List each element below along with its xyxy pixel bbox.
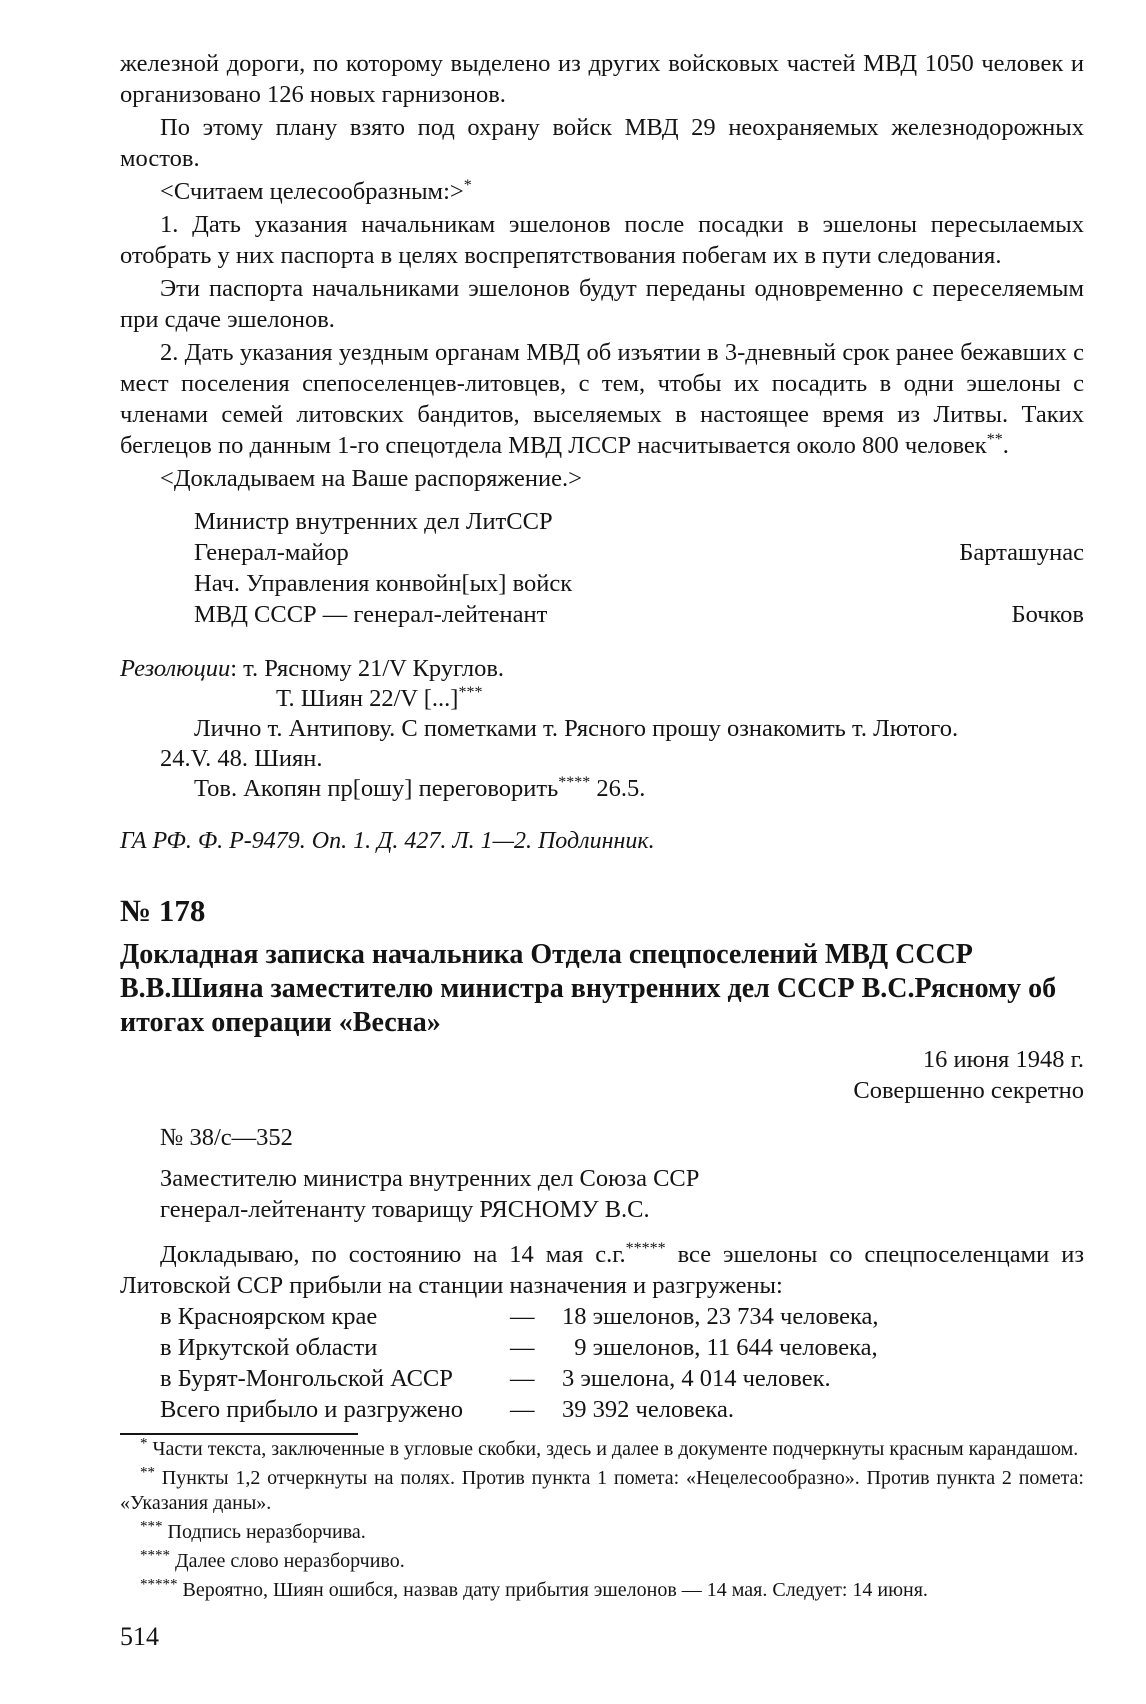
- footnote-mark: *: [463, 176, 472, 194]
- footnote-mark: *: [140, 1435, 148, 1452]
- resolutions-block: [120, 654, 1084, 804]
- archive-reference: ГА РФ. Ф. Р-9479. Оп. 1. Д. 427. Л. 1—2. Подлинник.: [120, 828, 655, 854]
- paragraph-railway: железной дороги, по которому выделено из других войсковых частей МВД 1050 человек и организовано 126 новых гарнизонов.: [120, 50, 1084, 108]
- footnote-4: [120, 1549, 1084, 1574]
- classification-stamp: Совершенно секретно: [853, 1077, 1084, 1104]
- list-item: [160, 1332, 1084, 1363]
- dash: —: [510, 1303, 535, 1330]
- resolution-kruglov: : т. Рясному 21/V Круглов.: [230, 655, 505, 682]
- total-value: 39 392 человека.: [562, 1396, 735, 1423]
- date-block: [120, 1044, 1084, 1106]
- dash: —: [510, 1334, 535, 1361]
- signature-rank: МВД СССР — генерал-лейтенант: [194, 601, 548, 628]
- footnote-mark: **: [986, 430, 1003, 448]
- total-label: Всего прибыло и разгружено: [160, 1396, 463, 1423]
- footnote-mark: ****: [140, 1547, 170, 1564]
- paragraph-point-2: [120, 337, 1084, 461]
- footnote-divider: [120, 1433, 358, 1435]
- signature-line-4: [194, 599, 1084, 630]
- signature-rank: Генерал-майор: [194, 539, 349, 566]
- resolution-date: 26.5.: [590, 775, 646, 802]
- region-value: 3 эшелона, 4 014 человек.: [562, 1365, 831, 1392]
- paragraph-proposal-heading: [120, 176, 1084, 207]
- document-date: 16 июня 1948 г.: [922, 1046, 1084, 1073]
- footnotes: [120, 1437, 1084, 1603]
- region-name: в Бурят-Монгольской АССР: [160, 1365, 453, 1392]
- resolution-line-3: Лично т. Антипову. С пометками т. Рясного прошу ознакомить т. Лютого.: [194, 715, 959, 742]
- signature-name-bochkov: Бочков: [1011, 601, 1084, 628]
- point-2-end: .: [1002, 432, 1009, 459]
- report-paragraph: [120, 1239, 1084, 1301]
- region-value: 9 эшелонов, 11 644 человека,: [562, 1334, 878, 1361]
- list-item: [160, 1301, 1084, 1332]
- paragraph-bridges: По этому плану взято под охрану войск МВД 29 неохраняемых железнодорожных мостов.: [120, 114, 1084, 172]
- footnote-3: [120, 1520, 1084, 1545]
- footnote-2: [120, 1466, 1084, 1516]
- signature-line-3: Нач. Управления конвойн[ых] войск: [194, 570, 573, 597]
- distribution-list: [120, 1301, 1084, 1425]
- footnote-mark: ***: [458, 683, 483, 701]
- paragraph-report-request: <Докладываем на Ваше распоряжение.>: [160, 465, 582, 492]
- signature-line-2: [194, 537, 1084, 568]
- footnote-text: Вероятно, Шиян ошибся, назвав дату прибытия эшелонов — 14 мая. Следует: 14 июня.: [177, 1579, 928, 1601]
- report-text: Докладываю, по состоянию на 14 мая с.г.: [160, 1241, 626, 1268]
- addressee-line-1: Заместителю министра внутренних дел Союза ССР: [160, 1165, 700, 1192]
- resolution-line-2: [120, 684, 1084, 714]
- footnote-text: Пункты 1,2 отчеркнуты на полях. Против пункта 1 помета: «Нецелесообразно». Против пункта 2 помета: «Указания даны».: [120, 1467, 1084, 1514]
- document-title: Докладная записка начальника Отдела спецпоселений МВД СССР В.В.Шияна заместителю министра внутренних дел СССР В.С.Рясному об итогах операции «Весна»: [120, 939, 1057, 1038]
- footnote-5: [120, 1578, 1084, 1603]
- signature-line-1: Министр внутренних дел ЛитССР: [194, 508, 553, 535]
- region-value: 18 эшелонов, 23 734 человека,: [562, 1303, 879, 1330]
- signature-block: [120, 506, 1084, 630]
- point-2-text: 2. Дать указания уездным органам МВД об изъятии в 3-дневный срок ранее бежавших с мест поселения спепоселенцев-литовцев, с тем, чтобы их посадить в одни эшелоны с членами семей литовских бандитов, выселяемых в настоящее время из Литвы. Таких беглецов по данным 1-го спецотдела МВД ЛССР насчитывается около 800 человек: [120, 339, 1084, 459]
- signature-name-bartashunas: Барташунас: [959, 539, 1084, 566]
- footnote-mark: **: [140, 1464, 155, 1481]
- dash: —: [510, 1396, 535, 1423]
- paragraph-point-1: 1. Дать указания начальникам эшелонов после посадки в эшелоны пересылаемых отобрать у них паспорта в целях воспрепятствования побегам их в пути следования.: [120, 211, 1084, 269]
- region-name: в Иркутской области: [160, 1334, 378, 1361]
- resolution-akopyan: Тов. Акопян пр[ошу] переговорить: [194, 775, 559, 802]
- footnote-mark: ***: [140, 1518, 163, 1535]
- footnote-mark: ****: [558, 773, 591, 791]
- resolutions-label: Резолюции: [120, 655, 231, 682]
- paragraph-passports: Эти паспорта начальниками эшелонов будут переданы одновременно с переселяемым при сдаче эшелонов.: [120, 275, 1084, 333]
- footnote-text: Далее слово неразборчиво.: [170, 1550, 405, 1572]
- dash: —: [510, 1365, 535, 1392]
- document-number: № 178: [120, 893, 206, 928]
- total-row: [160, 1394, 1084, 1425]
- resolution-line-4: 24.V. 48. Шиян.: [160, 745, 323, 772]
- footnote-text: Части текста, заключенные в угловые скобки, здесь и далее в документе подчеркнуты красным карандашом.: [147, 1438, 1079, 1460]
- list-item: [160, 1363, 1084, 1394]
- proposal-heading-text: <Считаем целесообразным:>: [160, 178, 464, 205]
- report-text-cont: все эшелоны со спецпоселенцами из Литовской ССР прибыли на станции назначения и разгружены:: [120, 1241, 1085, 1299]
- addressee-line-2: генерал-лейтенанту товарищу РЯСНОМУ В.С.: [160, 1196, 650, 1223]
- resolution-line-5: [120, 774, 1084, 804]
- resolution-line-1: [120, 654, 1084, 684]
- registration-number: № 38/с—352: [160, 1124, 293, 1151]
- footnote-mark: *****: [625, 1239, 666, 1257]
- footnote-text: Подпись неразборчива.: [162, 1521, 366, 1543]
- addressee-block: [120, 1163, 1084, 1225]
- region-name: в Красноярском крае: [160, 1303, 378, 1330]
- page-number: 514: [120, 1622, 159, 1651]
- resolution-shiyan: Т. Шиян 22/V [...]: [276, 685, 459, 712]
- footnote-1: [120, 1437, 1084, 1462]
- footnote-mark: *****: [140, 1576, 178, 1593]
